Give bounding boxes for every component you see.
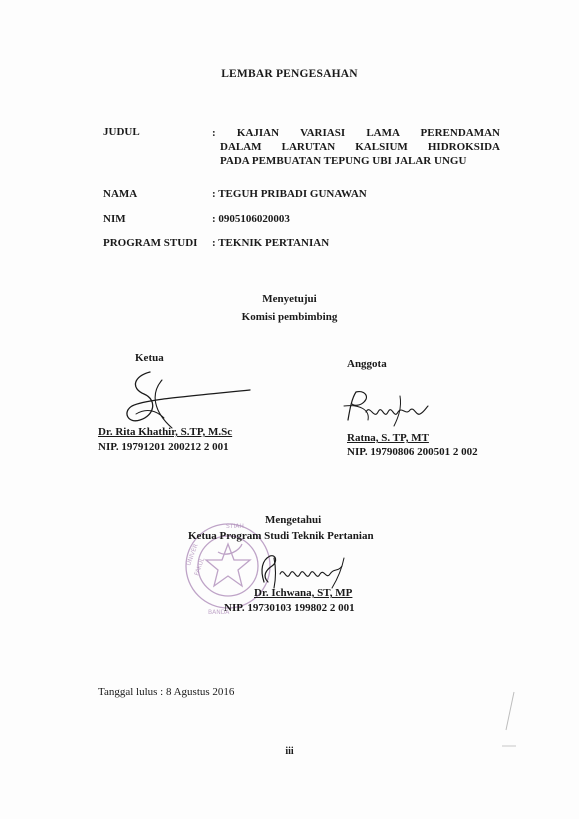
nama-value: : TEGUH PRIBADI GUNAWAN (212, 188, 367, 200)
member-nip: NIP. 19790806 200501 2 002 (347, 446, 478, 458)
svg-text:BANDA: BANDA (208, 609, 230, 616)
page-title: LEMBAR PENGESAHAN (221, 68, 358, 80)
prodi-value: : TEKNIK PERTANIAN (212, 237, 330, 249)
member-role: Anggota (347, 358, 387, 370)
judul-line-3: PADA PEMBUATAN TEPUNG UBI JALAR UNGU (220, 155, 467, 167)
chair-role: Ketua (135, 352, 164, 364)
nama-label: NAMA (103, 188, 138, 200)
acknowledge-line-1: Mengetahui (265, 514, 322, 526)
judul-value (212, 126, 500, 168)
head-nip: NIP. 19730103 199802 2 001 (224, 602, 355, 614)
judul-label: JUDUL (103, 126, 140, 138)
member-name: Ratna, S. TP, MT (347, 432, 429, 444)
approval-line-1: Menyetujui (262, 293, 317, 305)
graduation-date: Tanggal lulus : 8 Agustus 2016 (98, 686, 235, 698)
member-signature (340, 386, 440, 432)
acknowledge-line-2: Ketua Program Studi Teknik Pertanian (188, 530, 374, 542)
svg-text:FAKUL: FAKUL (193, 556, 207, 577)
page-number: iii (285, 746, 294, 757)
chair-name: Dr. Rita Khathir, S.TP, M.Sc (98, 426, 233, 438)
judul-line-2: DALAM LARUTAN KALSIUM HIDROKSIDA (220, 141, 500, 153)
prodi-label: PROGRAM STUDI (103, 237, 198, 249)
nim-label: NIM (103, 213, 126, 225)
svg-text:STIAH: STIAH (226, 523, 244, 530)
head-name: Dr. Ichwana, ST, MP (254, 587, 353, 599)
chair-nip: NIP. 19791201 200212 2 001 (98, 441, 229, 453)
nim-value: : 0905106020003 (212, 213, 290, 225)
svg-text:UNIVER: UNIVER (185, 542, 200, 567)
scan-artifact-mark (500, 690, 520, 750)
judul-line-1: : KAJIAN VARIASI LAMA PERENDAMAN (212, 127, 500, 139)
approval-line-2: Komisi pembimbing (241, 311, 338, 323)
